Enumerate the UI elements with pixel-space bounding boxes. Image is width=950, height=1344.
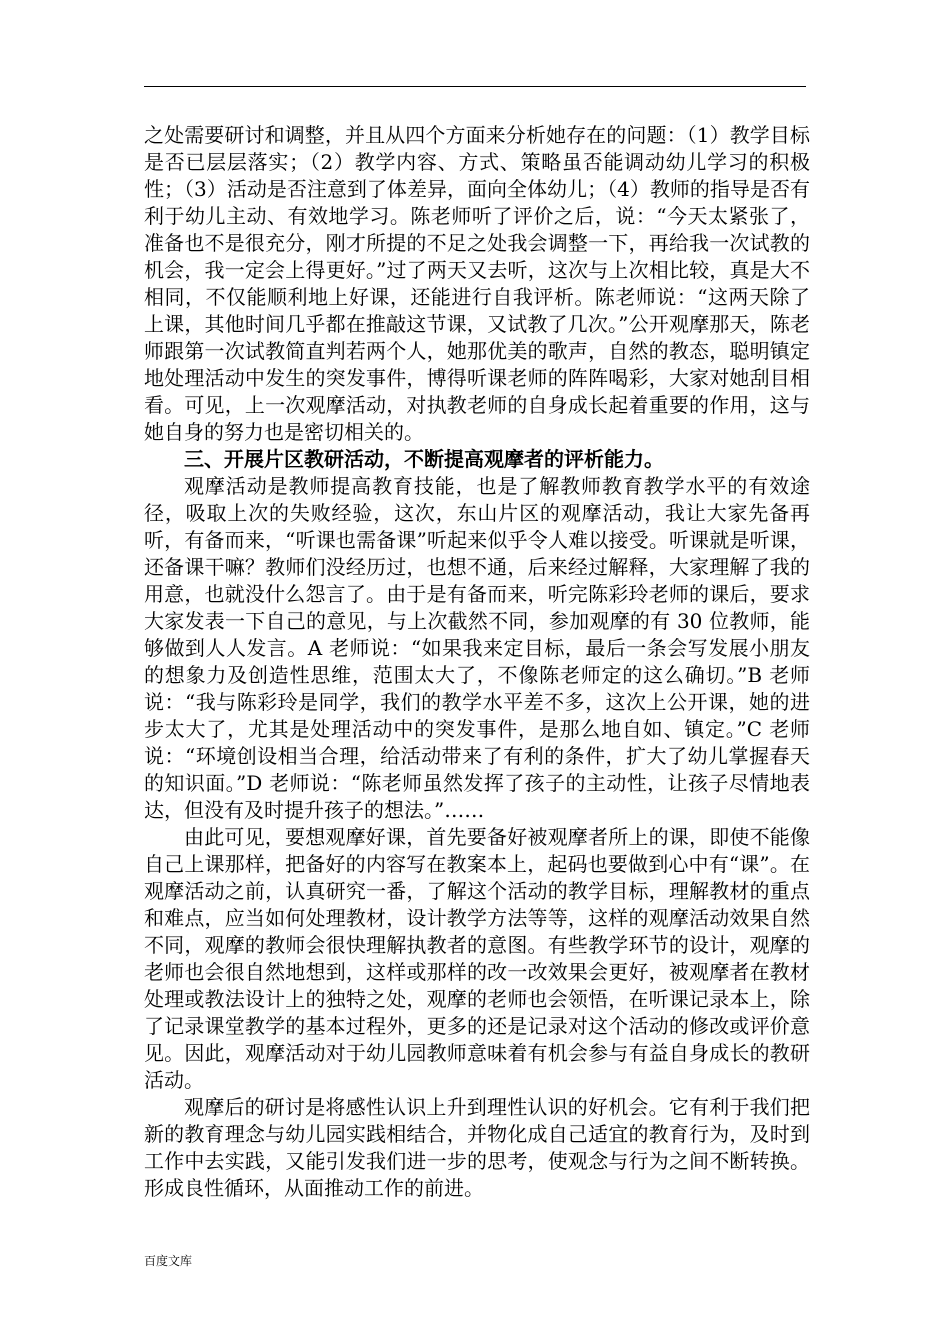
header-rule [144,86,806,87]
paragraph: 观摩后的研讨是将感性认识上升到理性认识的好机会。它有利于我们把新的教育理念与幼儿园实践相结合，并物化成自己适宜的教育行为，及时到工作中去实践，又能引发我们进一步的思考，使观念与行为之间不断转换。形成良性循环，从面推动工作的前进。 [144,1095,810,1200]
paragraph: 由此可见，要想观摩好课，首先要备好被观摩者所上的课，即使不能像自己上课那样，把备好的内容写在教案本上，起码也要做到心中有“课”。在观摩活动之前，认真研究一番，了解这个活动的教学目标，理解教材的重点和难点，应当如何处理教材，设计教学方法等等，这样的观摩活动效果自然不同，观摩的教师会很快理解执教者的意图。有些教学环节的设计，观摩的老师也会很自然地想到，这样或那样的改一改效果会更好，被观摩者在教材处理或教法设计上的独特之处，观摩的老师也会领悟，在听课记录本上，除了记录课堂教学的基本过程外，更多的还是记录对这个活动的修改或评价意见。因此，观摩活动对于幼儿园教师意味着有机会参与有益自身成长的教研活动。 [144,825,810,1092]
paragraph-continuation: 之处需要研讨和调整，并且从四个方面来分析她存在的问题：（1）教学目标是否已层层落实；（2）教学内容、方式、策略虽否能调动幼儿学习的积极性；（3）活动是否注意到了体差异，面向全体幼儿；（4）教师的指导是否有利于幼儿主动、有效地学习。陈老师听了评价之后，说：“今天太紧张了，准备也不是很充分，刚才所提的不足之处我会调整一下，再给我一次试教的机会，我一定会上得更好。”过了两天又去听，这次与上次相比较，真是大不相同，不仅能顺利地上好课，还能进行自我评析。陈老师说：“这两天除了上课，其他时间几乎都在推敲这节课，又试教了几次。”公开观摩那天，陈老师跟第一次试教简直判若两个人，她那优美的歌声，自然的教态，聪明镇定地处理活动中发生的突发事件，博得听课老师的阵阵喝彩，大家对她刮目相看。可见，上一次观摩活动，对执教老师的自身成长起着重要的作用，这与她自身的努力也是密切相关的。 [144,123,810,444]
page-footer: 百度文库 [144,1254,193,1268]
document-body [144,122,810,1202]
paragraph: 观摩活动是教师提高教育技能，也是了解教师教育教学水平的有效途径，吸取上次的失败经验，这次，东山片区的观摩活动，我让大家先备再听，有备而来，“听课也需备课”听起来似乎令人难以接受。听课就是听课，还备课干嘛？教师们没经历过，也想不通，后来经过解释，大家理解了我的用意，也就没什么怨言了。由于是有备而来，听完陈彩玲老师的课后，要求大家发表一下自己的意见，与上次截然不同，参加观摩的有 30 位教师，能够做到人人发言。A 老师说：“如果我来定目标，最后一条会写发展小朋友的想象力及创造性思维，范围太大了，不像陈老师定的这么确切。”B 老师说：“我与陈彩玲是同学，我们的教学水平差不多，这次上公开课，她的进步太大了，尤其是处理活动中的突发事件，是那么地自如、镇定。”C 老师说：“环境创设相当合理，给活动带来了有利的条件，扩大了幼儿掌握春天的知识面。”D 老师说：“陈老师虽然发挥了孩子的主动性，让孩子尽情地表达，但没有及时提升孩子的想法。”…… [144,474,810,822]
section-heading: 三、开展片区教研活动，不断提高观摩者的评析能力。 [184,447,664,471]
